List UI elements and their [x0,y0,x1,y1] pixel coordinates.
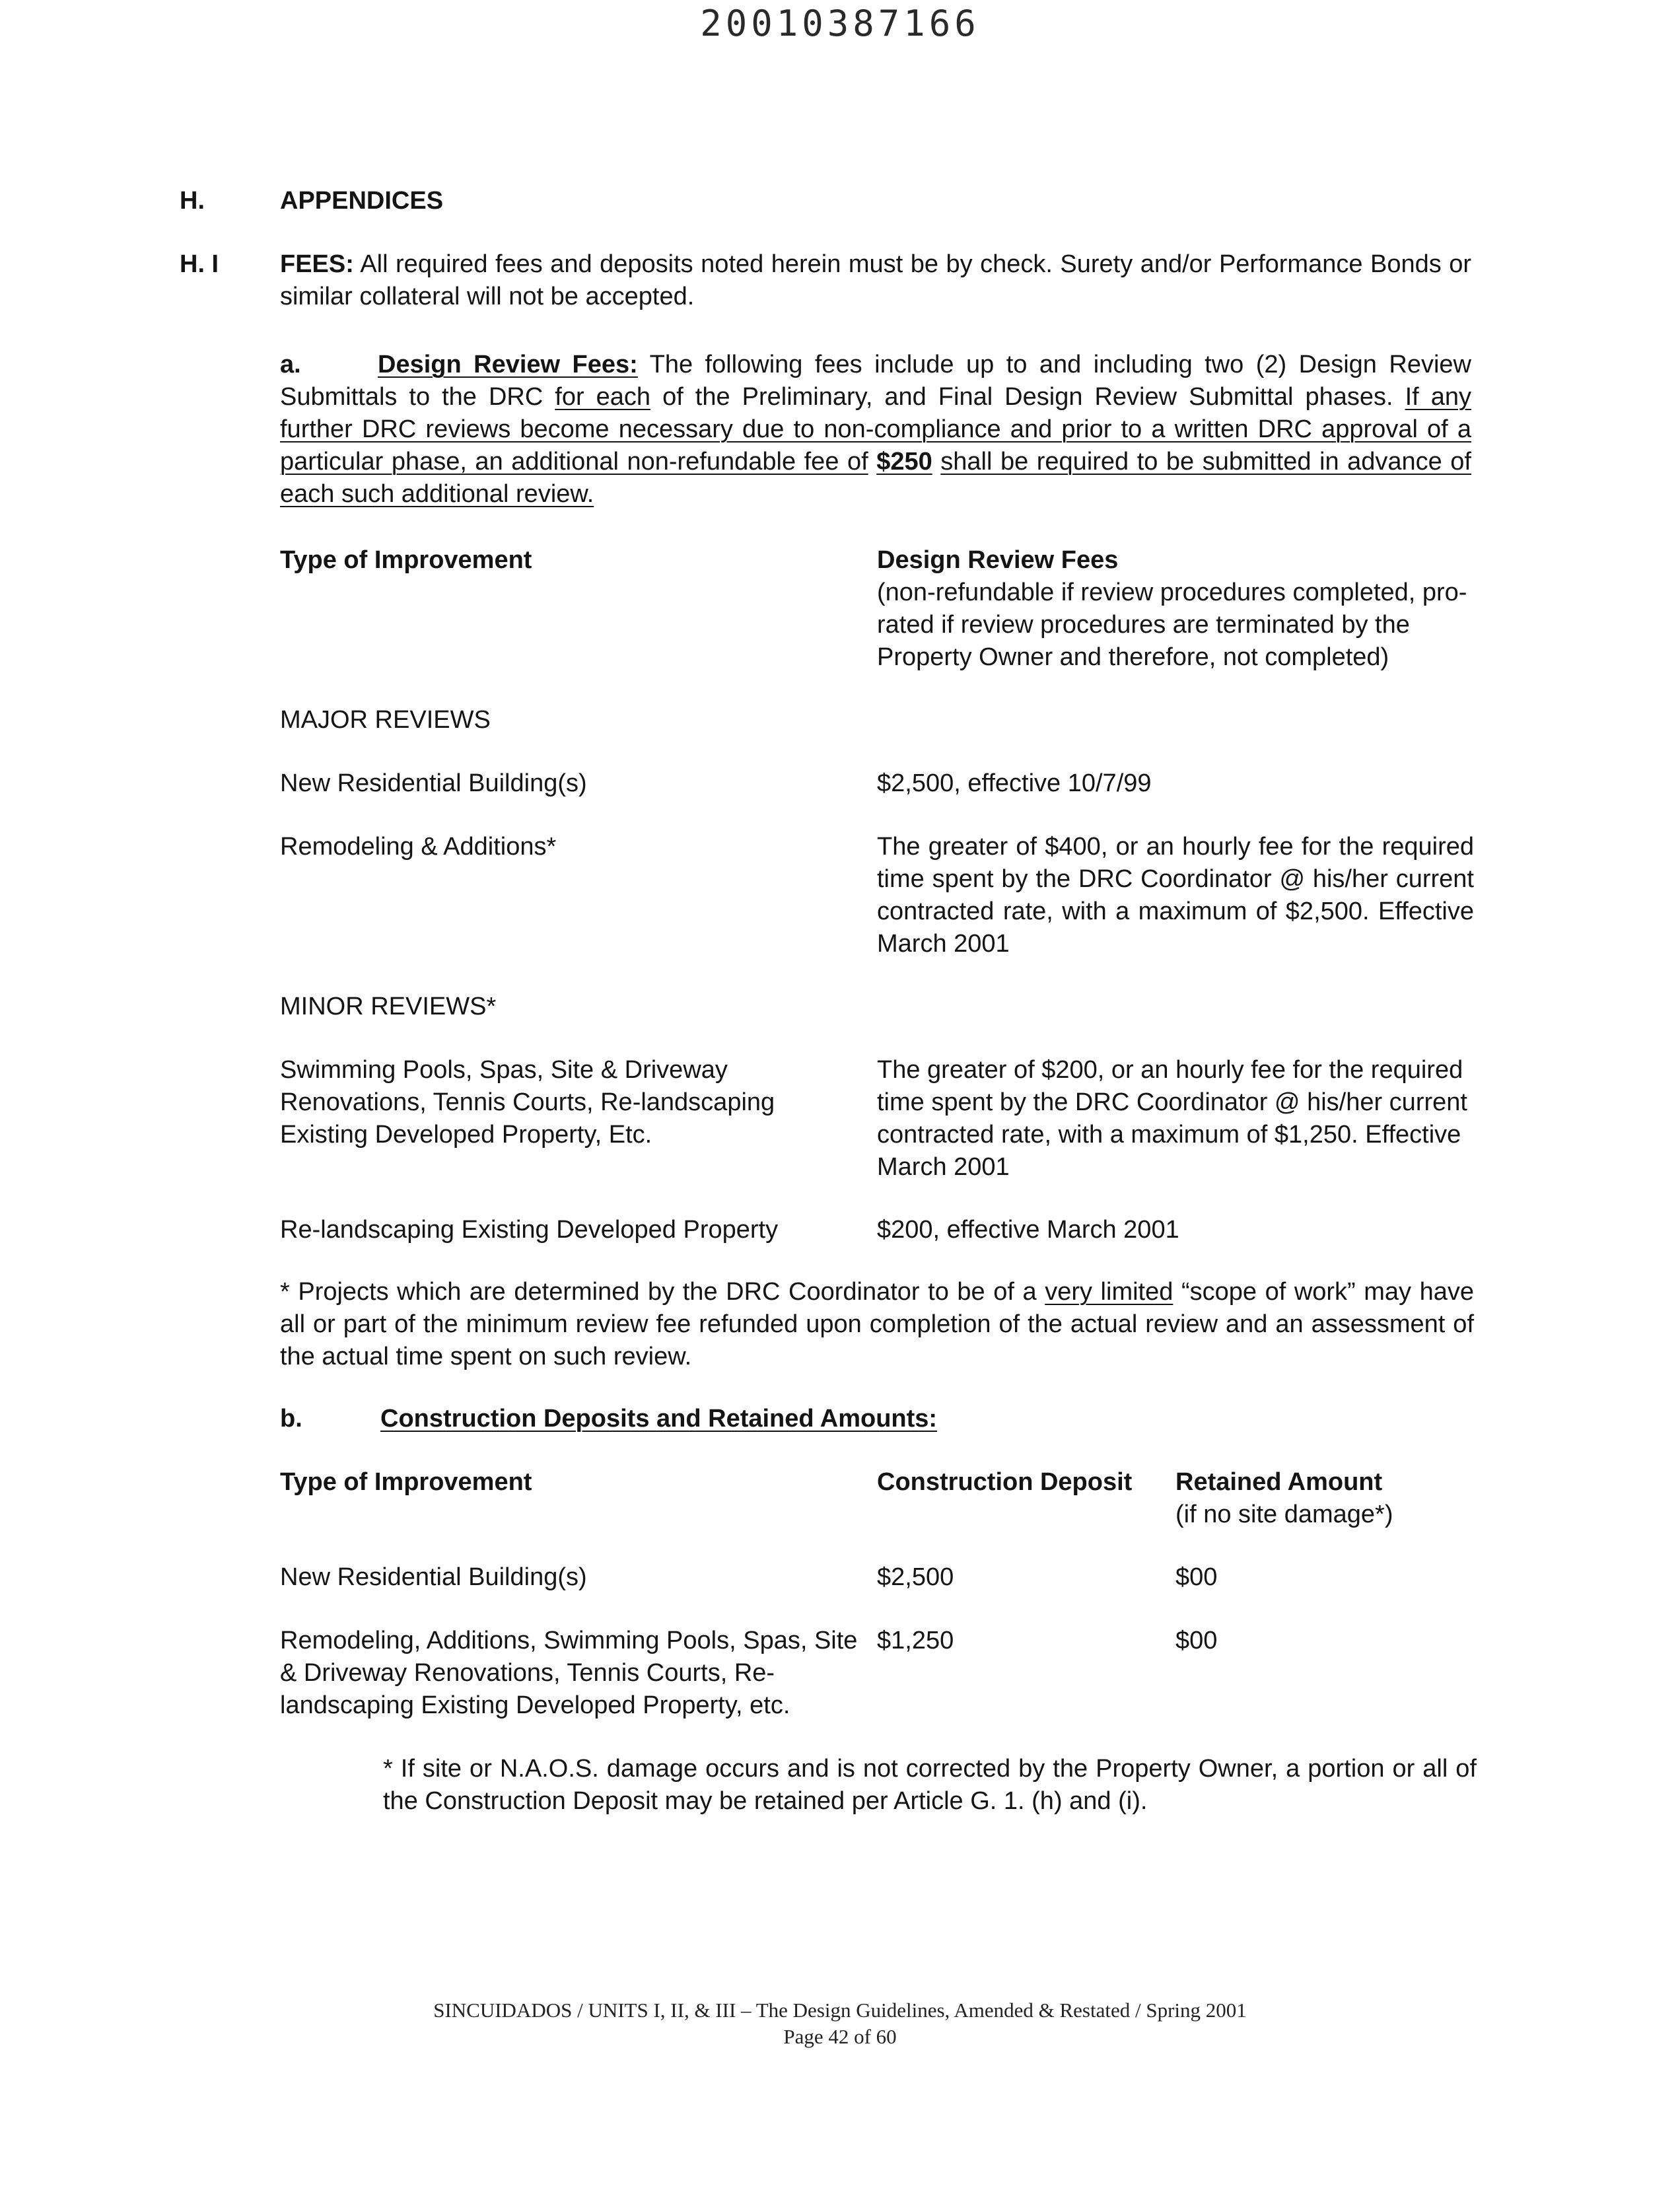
fees-col-type-header: Type of Improvement [280,546,532,574]
fee-row-type: Remodeling & Additions* [280,833,557,861]
fee-row-amount: The greater of $200, or an hourly fee for the required time spent by the DRC Coordinator @ his/her current contracted rate, with a maximum of $1,250. Effective March 2001 [877,1056,1467,1181]
page-footer [0,1997,1680,2050]
fees-col-fee-note: (non-refundable if review procedures completed, pro-rated if review procedures are terminated by the Property Owner and therefore, not completed) [877,579,1467,671]
additional-review-clause-2: shall be required to be submitted in advance of each such additional review. [280,448,1471,508]
footer-document-title: SINCUIDADOS / UNITS I, II, & III – The Design Guidelines, Amended & Restated / Spring 2001 [433,1999,1247,2022]
footer-page-number: Page 42 of 60 [783,2025,897,2048]
design-review-fees-heading: Design Review Fees: [378,351,638,378]
design-review-text-2: of the Preliminary, and Final Design Review Submittal phases. [662,383,1393,411]
fee-row-type: Re-landscaping Existing Developed Property [280,1216,779,1244]
fee-row-type: Swimming Pools, Spas, Site & Driveway Renovations, Tennis Courts, Re-landscaping Existing Developed Property, Etc. [280,1056,775,1149]
fees-paragraph [280,248,1471,313]
fees-text: All required fees and deposits noted herein must be by check. Surety and/or Performance Bonds or similar collateral will not be accepted. [280,250,1472,310]
deposit-row-retained: $00 [1175,1627,1218,1654]
additional-review-fee: $250 [876,448,932,476]
fee-row-type: New Residential Building(s) [280,769,587,797]
subsection-number: H. I [180,250,219,278]
fees-col-fee-header: Design Review Fees [877,546,1119,574]
deposit-col-deposit-header: Construction Deposit [877,1468,1133,1496]
document-number: 20010387166 [700,3,980,44]
review-fee-footnote-1: * Projects which are determined by the DRC Coordinator to be of a [280,1278,1037,1306]
review-fee-footnote-underlined: very limited [1045,1278,1173,1306]
fee-row-amount: $2,500, effective 10/7/99 [877,769,1152,797]
site-damage-footnote: * If site or N.A.O.S. damage occurs and is not corrected by the Property Owner, a portion or all of the Construction Deposit may be retained per Article G. 1. (h) and (i). [383,1755,1477,1815]
deposit-row-deposit: $1,250 [877,1627,954,1654]
deposit-row-type: Remodeling, Additions, Swimming Pools, Spas, Site & Driveway Renovations, Tennis Courts, Re-landscaping Existing Developed Property, etc. [280,1627,858,1719]
fee-row-amount: The greater of $400, or an hourly fee for the required time spent by the DRC Coordinator @ his/her current contracted rate, with a maximum of $2,500. Effective March 2001 [877,833,1474,958]
deposit-row-retained: $00 [1175,1563,1218,1591]
construction-deposits-heading: Construction Deposits and Retained Amounts: [380,1405,938,1433]
part-a-letter: a. [280,351,301,378]
section-number: H. [180,187,205,215]
review-fee-footnote-2: “scope of work” may have all or part of the minimum review fee refunded upon completion of the actual review and an assessment of the actual time spent on such review. [280,1278,1475,1370]
design-review-text-1: The following fees include up to and including two (2) Design Review Submittals to the DRC [280,351,1471,411]
deposit-col-retained-note: (if no site damage*) [1175,1501,1393,1528]
fee-row-amount: $200, effective March 2001 [877,1216,1179,1244]
deposit-col-retained-header-block [1175,1466,1393,1531]
deposit-col-type-header: Type of Improvement [280,1468,532,1496]
design-review-fees-paragraph [280,349,1471,511]
deposit-col-retained-header: Retained Amount [1175,1468,1383,1496]
minor-reviews-label: MINOR REVIEWS* [280,993,497,1020]
additional-review-clause-1: If any further DRC reviews become necessary due to non-compliance and prior to a written DRC approval of a particular phase, an additional non-refundable fee of [280,383,1472,476]
fees-col-fee-header-block [877,544,1485,674]
part-b-letter: b. [280,1405,302,1433]
major-reviews-label: MAJOR REVIEWS [280,706,491,734]
section-title: APPENDICES [280,187,444,215]
review-fee-footnote [280,1276,1474,1373]
design-review-for-each: for each [555,383,651,411]
deposit-row-type: New Residential Building(s) [280,1563,587,1591]
deposit-row-deposit: $2,500 [877,1563,954,1591]
fees-label: FEES: [280,250,354,278]
